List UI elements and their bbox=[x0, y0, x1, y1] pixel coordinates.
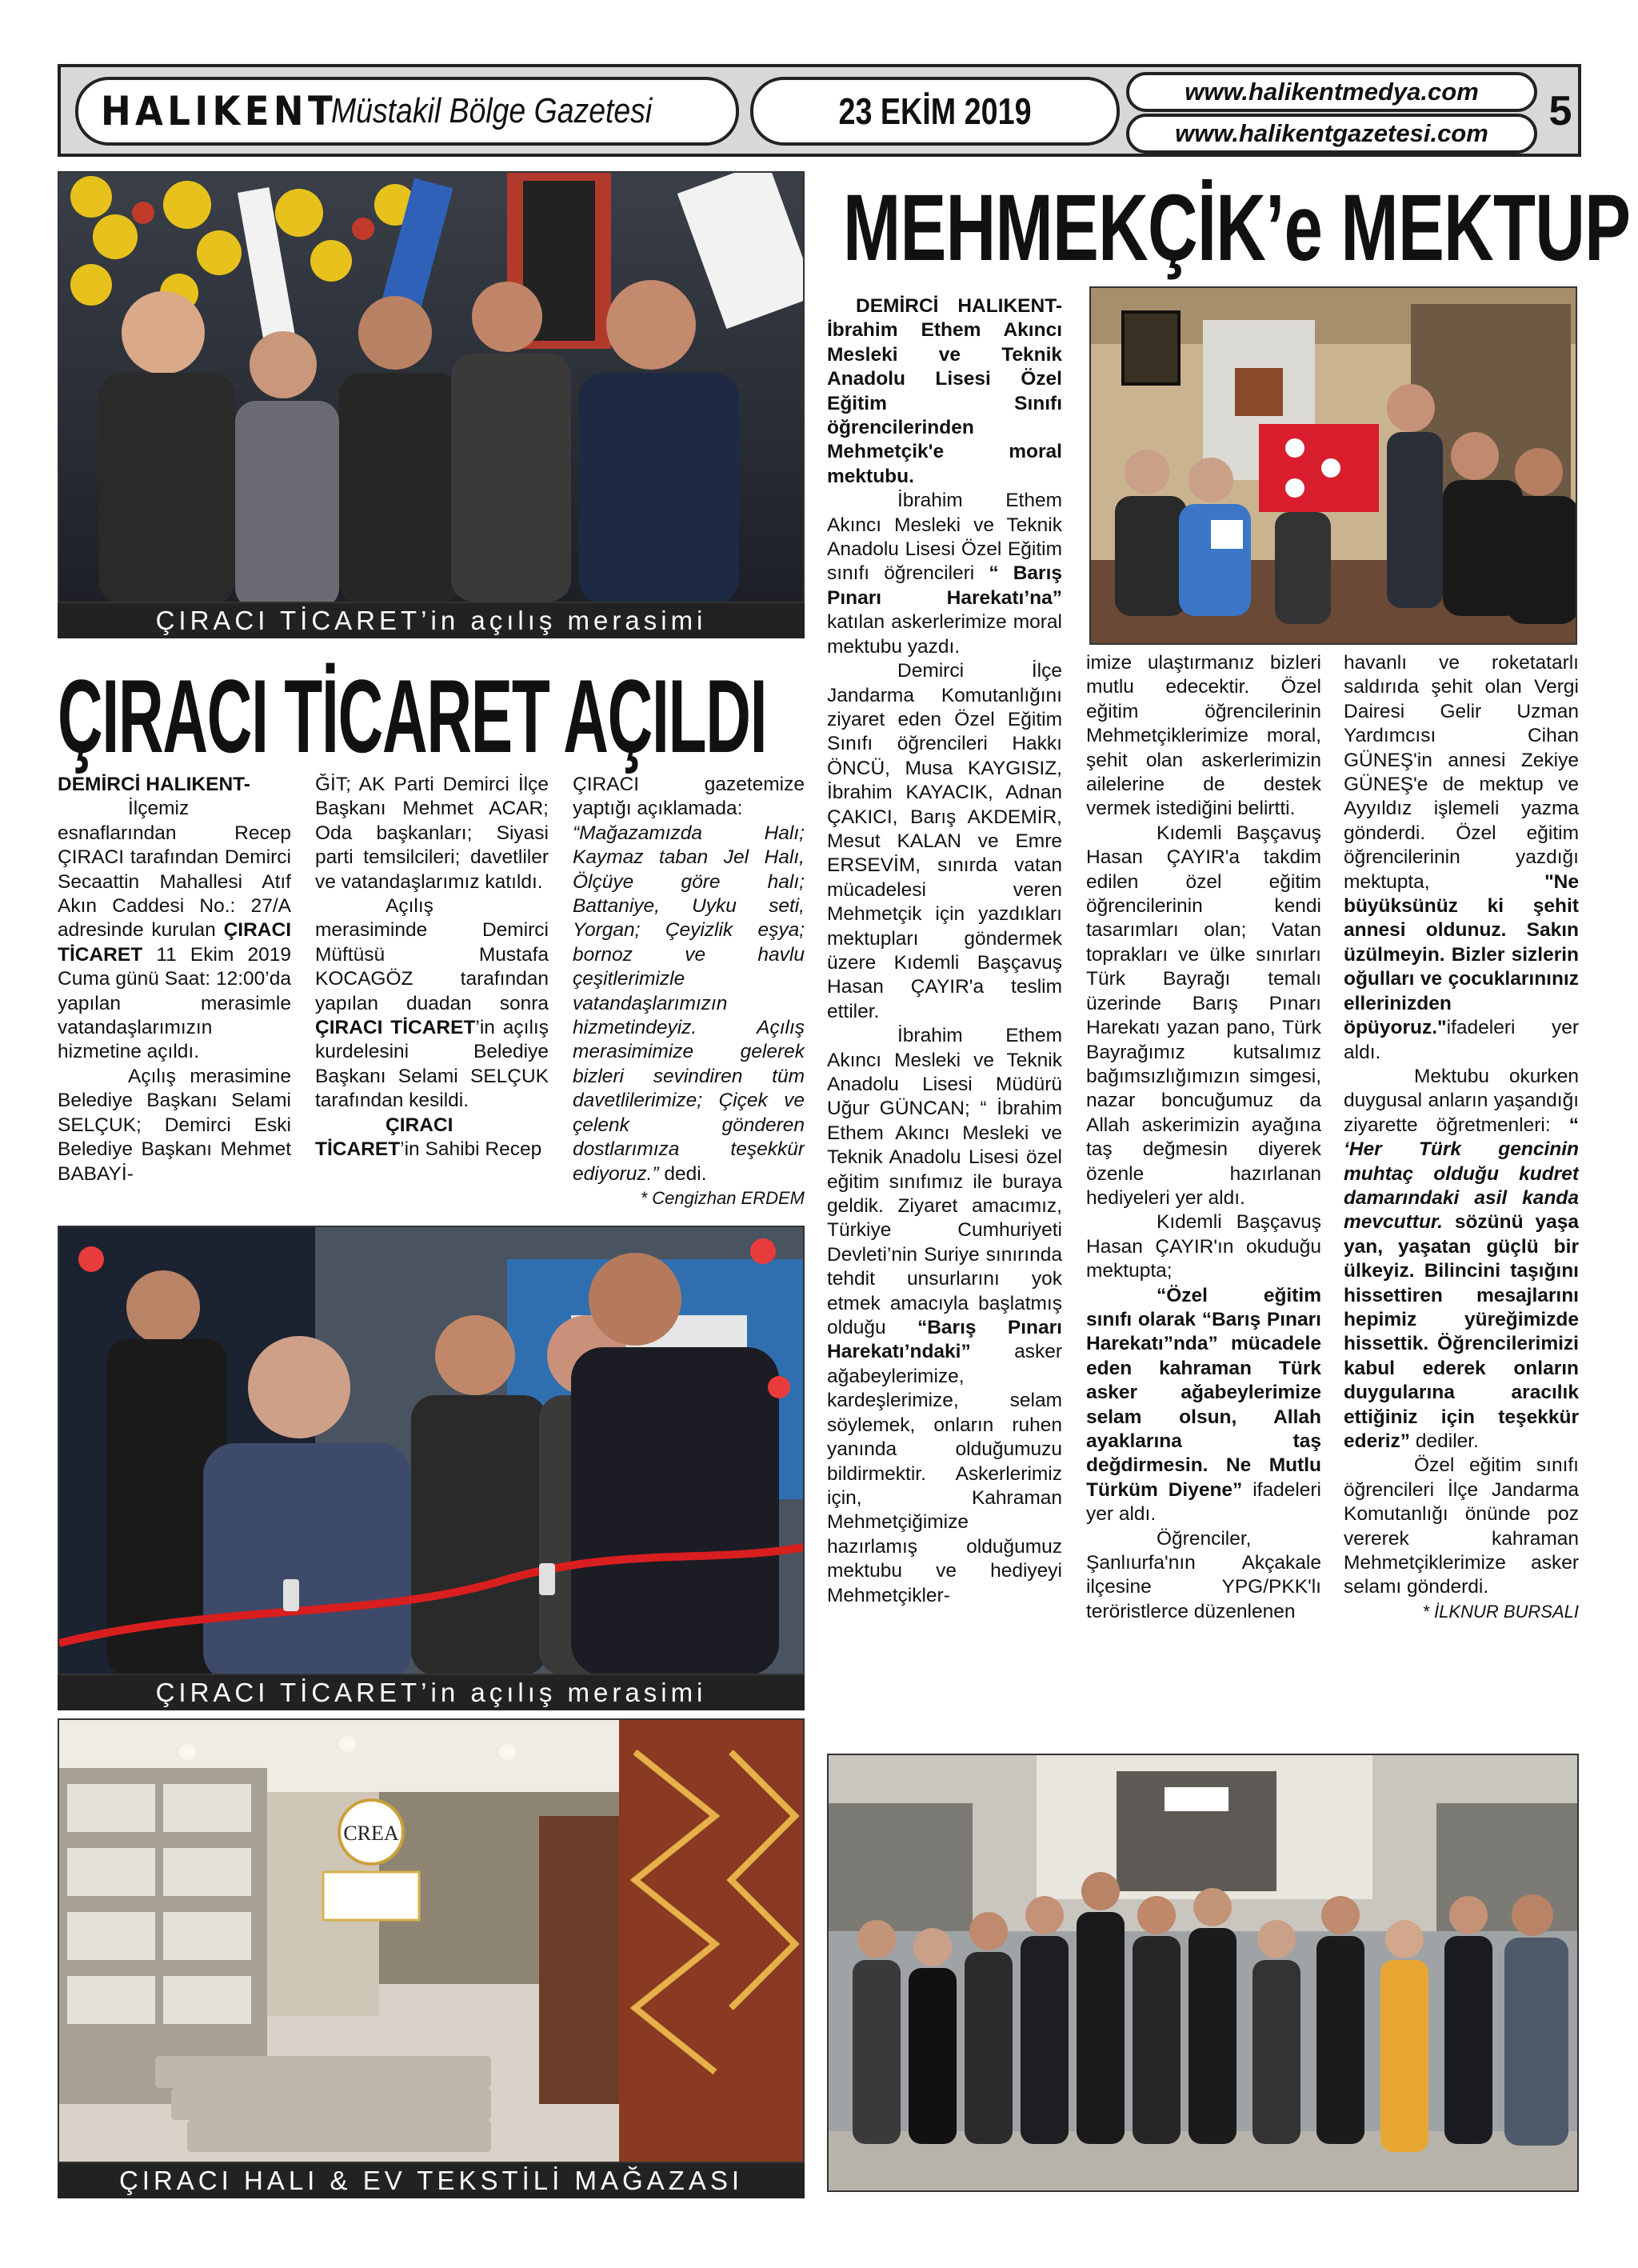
ceremony-prayer-image bbox=[59, 173, 803, 602]
website-link-2[interactable]: www.halikentgazetesi.com bbox=[1126, 114, 1537, 154]
page-number: 5 bbox=[1548, 88, 1572, 134]
right-article-column-1: DEMİRCİ HALIKENT- İbrahim Ethem Akıncı Mesleki ve Teknik Anadolu Lisesi Özel Eğitim Sınıfı öğrencilerinden Mehmetçik'e moral mektubu. İbrahim Ethem Akıncı Mesleki ve Teknik Anadolu Lisesi Özel Eğitim sınıfı öğrencileri “ Barış Pınarı Harekatı’na” katılan askerlerimize moral mektubu yazdı. Demirci İlçe Jandarma Komutanlığını ziyaret eden Özel Eğitim Sınıfı öğrencileri Hakkı ÖNCÜ, Musa KAYGISIZ, İbrahim KAYACIK, Adnan ÇAKICI, Barış AKDEMİR, Mesut KALAN ve Emre ERSEVİM, sınırda vatan mücadelesi veren Mehmetçik için yazdıkları mektupları göndermek üzere Kıdemli Başçavuş Hasan ÇAYIR'a teslim ettiler. İbrahim Ethem Akıncı Mesleki ve Teknik Anadolu Lisesi Müdürü Uğur GÜNCAN; “ İbrahim Ethem Akıncı Mesleki ve Teknik Anadolu Lisesi özel eğitim sınıfımız ile buraya geldik. Ziyaret amacımız, Türkiye Cumhuriyeti Devleti’nin Suriye sınırında tehdit unsurlarını yok etmek amacıyla başlatmış olduğu “Barış Pınarı Harekatı’ndaki” asker ağabeylerimize, kardeşlerimize, selam söylemek, onların ruhen yanında olduğumuzu bildirmektir. Askerlerimiz için, Kahraman Mehmetçiğimize hazırlamış olduğumuz mektubu ve hediyeyi Mehmetçikler- bbox=[827, 295, 1062, 1606]
right-article-column-3: havanlı ve roketatarlı saldırıda şehit olan Vergi Dairesi Gelir Uzman Yardımcısı Cihan GÜNEŞ'in annesi Zekiye GÜNEŞ'e de mektup ve Ayyıldız işlemeli yazma gönderdi. Özel eğitim öğrencilerinin yazdığı mektupta, "Ne büyüksünüz ki şehit annesi oldunuz. Sakın üzülmeyin. Bizler sizlerin oğulları ve çocuklarınınız ellerinizden öpüyoruz."ifadeleri yer aldı. Mektubu okurken duygusal anların yaşandığı ziyarette öğretmenleri: “ ‘Her Türk gencinin muhtaç olduğu kudret damarındaki asil kanda mevcuttur. sözünü yaşa yan, yaşatan güçlü bir ülkeyiz. Bilincini taşığını hissettiren mesajlarını hepimiz yüreğimizde hissettik. Öğrencilerimizi kabul ederek onların duygularına aracılık ettiğiniz için teşekkür ederiz” dediler. Özel eğitim sınıfı öğrencileri İlçe Jandarma Komutanlığı önünde poz vererek kahraman Mehmetçiklerimize asker selamı gönderdi. * İLKNUR BURSALI bbox=[1344, 651, 1579, 1741]
brand-tagline: Müstakil Bölge Gazetesi bbox=[330, 91, 653, 130]
store-interior-image bbox=[59, 1720, 803, 2162]
ribbon-cutting-photo bbox=[58, 1226, 805, 1675]
ataturk-quote: ‘Her Türk gencinin muhtaç olduğu kudret damarındaki asil kanda mevcuttur. bbox=[1344, 1138, 1579, 1234]
photo1-caption: ÇIRACI TİCARET’in açılış merasimi bbox=[58, 603, 805, 638]
website-link-1[interactable]: www.halikentmedya.com bbox=[1126, 72, 1537, 112]
right-headline: MEHMEKÇİK’e MEKTUP bbox=[843, 175, 1631, 281]
jandarma-group-photo bbox=[827, 1754, 1579, 2192]
dateline: DEMİRCİ HALIKENT- bbox=[58, 774, 250, 795]
store-sign-logo: CREA bbox=[343, 1822, 399, 1845]
brand-pill bbox=[75, 77, 739, 146]
owner-quote: “Mağazamızda Halı; Kaymaz taban Jel Halı, Ölçüye göre halı; Battaniye, Uyku seti, Yorgan; Çeyizlik eşya; bornoz ve havlu çeşitlerimizle vatandaşlarımızın hizmetindeyiz. Açılış merasimimize gelerek bizleri sevindiren tüm davetlilerimize; Çiçek ve çelenk gönderen dostlarımıza teşekkür ediyoruz.” bbox=[573, 822, 805, 1185]
left-article-column-2: ĞİT; AK Parti Demirci İlçe Başkanı Mehmet ACAR; Oda başkanları; Siyasi parti temsilcileri; davetliler ve vatandaşlarımız katıldı. Açılış merasiminde Demirci Müftüsü Mustafa KOCAGÖZ tarafından yapılan duadan sonra ÇIRACI TİCARET’in açılış kurdelesini Belediye Başkanı Selami SELÇUK tarafından kesildi. ÇIRACI TİCARET’in Sahibi Recep bbox=[315, 774, 549, 1161]
jandarma-group-image bbox=[829, 1755, 1577, 2190]
left-article-column-3: ÇIRACI gazetemize yaptığı açıklamada: “Mağazamızda Halı; Kaymaz taban Jel Halı, Ölçüye göre halı; Battaniye, Uyku seti, Yorgan; Çeyizlik eşya; bornoz ve havlu çeşitlerimizle vatandaşlarımızın hizmetindeyiz. Açılış merasimimize gelerek bizleri sevindiren tüm davetlilerimize; Çiçek ve çelenk gönderen dostlarımıza teşekkür ediyoruz.” dedi. * Cengizhan ERDEM bbox=[573, 773, 805, 1221]
students-flag-photo bbox=[1089, 286, 1577, 645]
letter-quote: “Özel eğitim sınıfı olarak “Barış Pınarı Harekatı”nda” mücadele eden kahraman Türk asker ağabeylerimize selam olsun, Allah ayaklarına taş değdirmesin. Ne Mutlu Türküm Diyene” bbox=[1086, 1284, 1321, 1501]
brand-name: HALIKENT bbox=[101, 88, 338, 134]
opening-ceremony-photo-1 bbox=[58, 171, 805, 603]
left-article-column-1: DEMİRCİ HALIKENT- İlçemiz esnaflarından Recep ÇIRACI tarafından Demirci Secaattin Mahallesi Atıf Akın Caddesi No.: 27/A adresinde kurulan ÇIRACI TİCARET 11 Ekim 2019 Cuma günü Saat: 12:00’da yapılan merasimle vatandaşlarımızın hizmetine açıldı. Açılış merasimine Belediye Başkanı Selami SELÇUK; Demirci Eski Belediye Başkanı Mehmet BABAYİ- bbox=[58, 774, 291, 1185]
masthead bbox=[58, 64, 1581, 157]
store-interior-photo bbox=[58, 1718, 805, 2163]
right-byline: * İLKNUR BURSALI bbox=[1422, 1601, 1579, 1622]
left-byline: * Cengizhan ERDEM bbox=[640, 1187, 805, 1208]
left-headline: ÇIRACI TİCARET AÇILDI bbox=[58, 658, 767, 774]
students-flag-image bbox=[1091, 288, 1576, 643]
issue-date: 23 EKİM 2019 bbox=[750, 77, 1120, 146]
ribbon-cutting-image bbox=[59, 1227, 803, 1674]
right-lead: DEMİRCİ HALIKENT- İbrahim Ethem Akıncı Mesleki ve Teknik Anadolu Lisesi Özel Eğitim Sınıfı öğrencilerinden Mehmetçik'e moral mektubu. bbox=[827, 295, 1062, 487]
right-article-column-2: imize ulaştırmanız bizleri mutlu edecektir. Özel eğitim öğrencilerinin Mehmetçiklerimize moral, şehit olan askerlerimizin ailelerine de destek vermek istediğini belirtti. Kıdemli Başçavuş Hasan ÇAYIR'a takdim edilen özel eğitim öğrencilerinin kendi tasarımları olan; Vatan toprakları ve ülke sınırları Türk Bayrağı temalı üzerinde Barış Pınarı Harekatı yazan pano, Türk Bayrağımız kutsalımız bağımsızlığımızın simgesi, nazar boncuğumuz da Allah askerimizin ayağına taş değmesin diyerek özenle hazırlanan hediyeleri yer aldı. Kıdemli Başçavuş Hasan ÇAYIR'ın okuduğu mektupta; “Özel eğitim sınıfı olarak “Barış Pınarı Harekatı”nda” mücadele eden kahraman Türk asker ağabeylerimize selam olsun, Allah ayaklarına taş değdirmesin. Ne Mutlu Türküm Diyene” ifadeleri yer aldı. Öğrenciler, Şanlıurfa'nın Akçakale ilçesine YPG/PKK'lı teröristlerce düzenlenen bbox=[1086, 652, 1321, 1622]
photo2-caption: ÇIRACI TİCARET’in açılış merasimi bbox=[58, 1675, 805, 1710]
photo3-caption: ÇIRACI HALI & EV TEKSTİLİ MAĞAZASI bbox=[58, 2163, 805, 2198]
